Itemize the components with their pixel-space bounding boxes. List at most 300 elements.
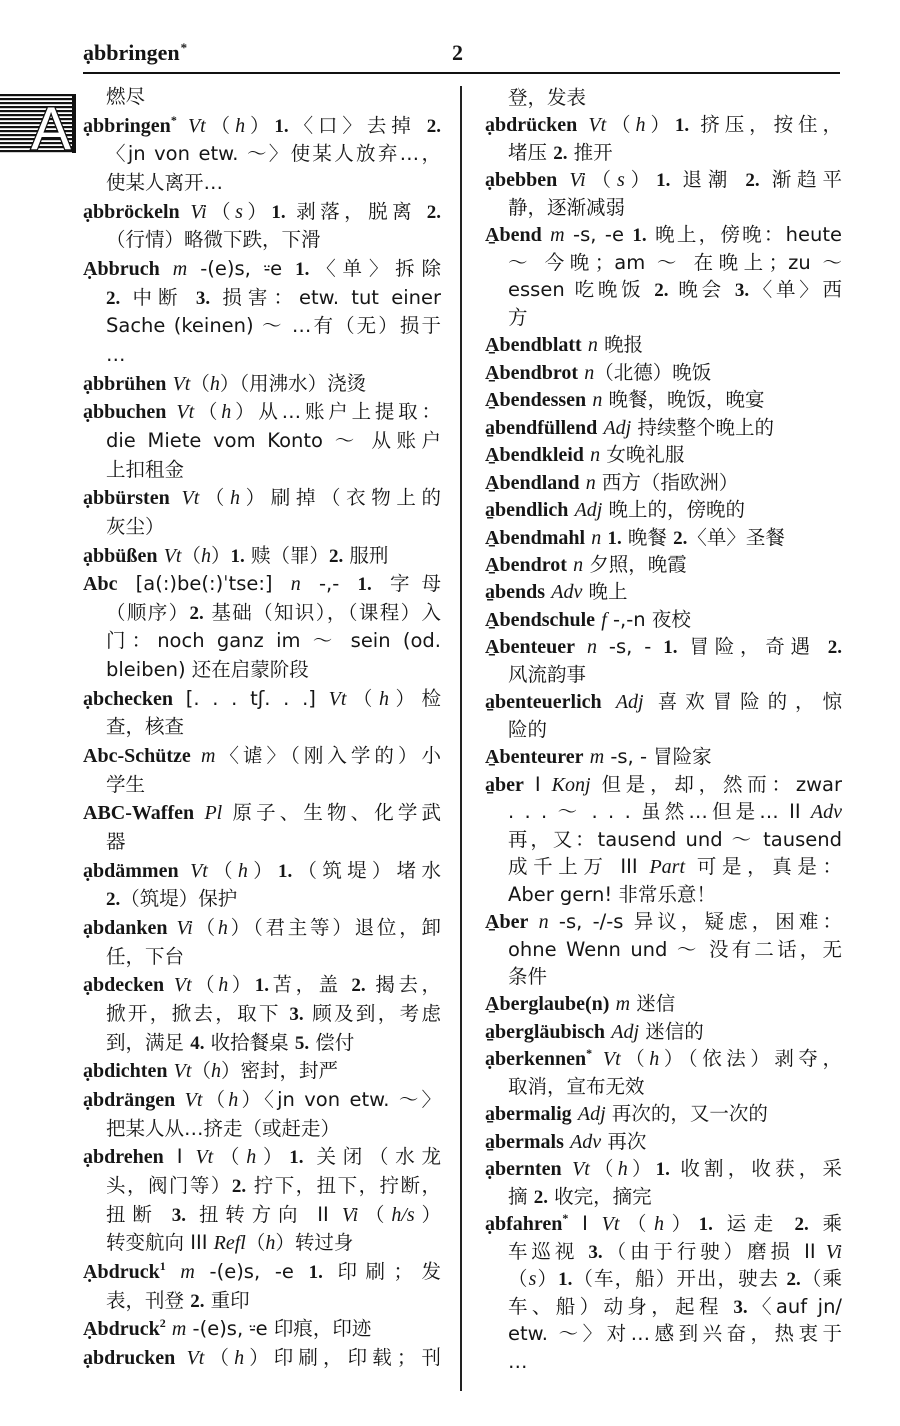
definition-text: （: [620, 1047, 650, 1071]
headword: ạbfahren: [485, 1213, 563, 1236]
headword: Ạbdruck: [83, 1260, 160, 1283]
definition-text: 夕照，晚霞: [583, 552, 687, 576]
definition-text: [166, 400, 176, 423]
grammar-label: Vi: [190, 200, 207, 223]
headword: A̱bendrot: [485, 553, 567, 576]
grammar-label: h/s: [391, 1203, 415, 1226]
grammar-label: h: [246, 1146, 257, 1169]
sense-number: 1.: [357, 574, 372, 596]
headword: ạbdrehen: [83, 1146, 164, 1169]
running-headword-text: ạbbringen: [83, 40, 180, 65]
dictionary-line: [83, 1000, 441, 1029]
definition-text: 转变航向 III: [106, 1231, 214, 1255]
definition-text: 〈谑〉（刚入学的）小: [215, 744, 441, 768]
definition-text: etw. ～〉对…感到兴奋，热衷于: [508, 1322, 842, 1346]
definition-text: [177, 114, 188, 137]
sense-number: 3.: [733, 1296, 748, 1318]
definition-text: 剥落，脱离: [285, 199, 427, 223]
headword: ABC-Waffen: [83, 802, 195, 825]
definition-text: ）: [211, 543, 231, 567]
grammar-label: Vt: [588, 114, 607, 137]
dictionary-line: [485, 1210, 842, 1237]
headword: ạbdrucken: [83, 1346, 176, 1369]
dictionary-line: [485, 414, 842, 441]
definition-text: （: [206, 199, 236, 223]
dictionary-line: [485, 771, 842, 798]
definition-text: 〈口〉去掉: [288, 113, 427, 137]
definition-text: （筑堤）保护: [120, 887, 238, 911]
grammar-label: Adj: [577, 1103, 606, 1126]
sense-number: 1.: [607, 527, 622, 549]
definition-text: [. . . tʃ. . .]: [173, 686, 329, 710]
definition-text: ）检: [388, 686, 441, 710]
grammar-label: m: [615, 993, 631, 1016]
column-divider: [460, 86, 462, 1391]
sense-number: 1.: [254, 975, 270, 997]
definition-text: （: [589, 1157, 618, 1181]
definition-text: [175, 1088, 184, 1111]
grammar-label: n: [592, 389, 603, 412]
grammar-label: h: [237, 859, 248, 882]
dictionary-line: [485, 688, 842, 715]
grammar-label: Adv: [810, 801, 842, 824]
grammar-label: h: [201, 544, 211, 567]
definition-text: 〈单〉拆除: [309, 256, 441, 280]
definition-text: （: [191, 973, 219, 997]
dictionary-line: [485, 963, 842, 990]
sense-number: 2.: [190, 1290, 205, 1312]
headword: A̱berglaube(n): [485, 993, 610, 1016]
dictionary-line: [485, 221, 842, 248]
definition-text: 收拾餐桌: [204, 1030, 295, 1054]
dictionary-line: [83, 570, 441, 599]
definition-text: 扭转方向 II: [185, 1202, 342, 1226]
definition-text: （: [207, 858, 238, 882]
definition-text: 晚会: [668, 278, 735, 302]
definition-text: -s, - 冒险家: [604, 745, 712, 769]
definition-text: 损害：etw. tut einer: [210, 285, 441, 309]
headword: A̱bendland: [485, 471, 580, 494]
dictionary-line: [485, 578, 842, 605]
dictionary-line: [485, 359, 842, 386]
definition-text: 晚报: [597, 333, 644, 357]
sense-number: 1.: [655, 1159, 670, 1181]
dictionary-line: [83, 1029, 441, 1058]
definition-text: ）: [627, 1157, 656, 1181]
definition-text: （筑堤）堵水: [292, 858, 441, 882]
definition-text: （: [213, 1145, 247, 1169]
dictionary-line: [83, 169, 441, 198]
definition-text: 字母: [371, 572, 441, 596]
definition-text: 登，发表: [508, 86, 587, 109]
definition-text: 堵压: [508, 140, 554, 164]
dictionary-line: [83, 226, 441, 255]
definition-text: [168, 916, 177, 939]
sense-number: 2.: [794, 1214, 809, 1236]
grammar-label: Vt: [173, 974, 192, 997]
dictionary-line: [83, 1229, 441, 1258]
dictionary-line: [485, 798, 842, 825]
thumb-index-letter: A: [30, 95, 72, 156]
definition-text: （车，船）开出，驶去: [572, 1267, 787, 1291]
dictionary-line: [485, 1320, 842, 1347]
definition-text: 迷信的: [639, 1019, 704, 1043]
grammar-label: Vt: [195, 1146, 214, 1169]
definition-text: （: [508, 1267, 529, 1291]
definition-text: 上扣租金: [106, 457, 185, 481]
grammar-label: Vt: [601, 1213, 620, 1236]
sense-number: 2.: [654, 280, 669, 302]
grammar-label: Vt: [572, 1158, 590, 1181]
dictionary-line: [83, 284, 441, 313]
definition-text: 关闭（水龙: [303, 1145, 441, 1169]
headword: ạbchecken: [83, 687, 173, 710]
definition-text: （: [619, 1212, 655, 1236]
definition-text: 头，阀门等）: [106, 1173, 232, 1197]
grammar-label: m: [172, 257, 188, 280]
definition-text: 门：noch ganz im ～ sein (od.: [106, 629, 441, 653]
definition-text: ）密封，封严: [220, 1059, 338, 1083]
sense-number: 1.: [274, 115, 289, 137]
definition-text: 持续整个晚上的: [631, 415, 774, 439]
definition-text: [528, 910, 538, 933]
dictionary-line: [485, 853, 842, 880]
definition-text: 赎（罪）: [244, 543, 329, 567]
superscript-mark: *: [562, 1211, 569, 1226]
definition-text: 顾及到，考虑: [303, 1002, 441, 1025]
headword: ạbdanken: [83, 917, 168, 940]
grammar-label: m: [550, 224, 565, 247]
definition-text: （: [346, 686, 379, 710]
definition-text: die Miete vom Konto ～ 从账户: [106, 428, 441, 452]
dictionary-line: [485, 1100, 842, 1127]
dictionary-line: [485, 249, 842, 276]
sense-number: 1.: [656, 170, 671, 192]
grammar-label: n: [584, 361, 595, 384]
grammar-label: Konj: [551, 773, 591, 796]
definition-text: 收割，收获，采: [669, 1157, 842, 1181]
definition-text: （顺序）: [106, 600, 190, 624]
definition-text: -(e)s, -e: [194, 1259, 309, 1283]
grammar-label: h: [265, 1232, 276, 1255]
definition-text: ）: [242, 199, 272, 223]
definition-text: [191, 744, 201, 767]
definition-text: 服刑: [343, 543, 389, 567]
sense-number: 3.: [195, 287, 211, 309]
sense-number: 2.: [328, 545, 344, 567]
definition-text: 晚上: [582, 580, 628, 604]
dictionary-line: [485, 743, 842, 770]
headword: Abc-Schütze: [83, 745, 191, 768]
dictionary-line: [485, 441, 842, 468]
definition-text: -(e)s, ⸚e: [187, 256, 296, 280]
headword: ạbernten: [485, 1158, 562, 1181]
dictionary-line: [83, 1115, 441, 1144]
definition-text: 晚上，傍晚：heute: [646, 223, 842, 247]
definition-text: 西方（指欧洲）: [595, 470, 739, 494]
definition-text: [175, 1346, 186, 1369]
definition-text: ）: [245, 113, 275, 137]
definition-text: （: [191, 1059, 211, 1083]
definition-text: 再次: [601, 1129, 647, 1153]
definition-text: [180, 200, 191, 223]
dictionary-line: [83, 914, 441, 943]
dictionary-line: [83, 341, 441, 370]
sense-number: 2.: [426, 201, 441, 223]
definition-text: ）从…账户上提取：: [231, 400, 441, 424]
sense-number: 1.: [271, 201, 286, 223]
dictionary-line: [485, 1155, 842, 1182]
dictionary-line: [485, 166, 842, 193]
dictionary-line: [485, 1238, 842, 1265]
definition-text: 但是，却，然而：zwar: [590, 772, 842, 796]
definition-text: . . . ～ . . . 虽然…但是… II: [508, 800, 811, 824]
superscript-mark: *: [586, 1046, 593, 1061]
thumb-index-tab: [0, 94, 76, 156]
headword: A̱bendschule: [485, 608, 596, 631]
definition-text: ）: [247, 858, 278, 882]
dictionary-line: [83, 885, 441, 914]
definition-text: I: [568, 1212, 602, 1236]
definition-text: 条件: [508, 965, 548, 988]
grammar-label: Vt: [172, 372, 191, 395]
grammar-label: h: [218, 974, 229, 997]
grammar-label: h: [617, 1158, 628, 1181]
dictionary-line: [485, 1293, 842, 1320]
dictionary-line: [485, 990, 842, 1017]
headword: Ạbbruch: [83, 257, 160, 280]
grammar-label: Part: [649, 856, 686, 879]
definition-text: 学生: [106, 772, 146, 796]
sense-number: 1.: [308, 1261, 323, 1283]
headword: ạbbrühen: [83, 372, 167, 395]
headword: ạbdichten: [83, 1060, 168, 1083]
definition-text: -(e)s, ⸚e 印痕，印迹: [186, 1317, 372, 1341]
definition-text: 运走: [712, 1212, 795, 1236]
superscript-mark: 2: [159, 1316, 166, 1331]
definition-text: （: [585, 168, 617, 192]
definition-text: 喜欢冒险的，惊: [643, 690, 842, 714]
definition-text: （: [245, 1231, 266, 1255]
dictionary-line: [83, 1172, 441, 1201]
definition-text: ）印刷，印载；刊: [244, 1345, 441, 1369]
definition-text: 取消，宣布无效: [508, 1074, 645, 1098]
dictionary-line: [83, 1143, 441, 1172]
sense-number: 2.: [106, 287, 121, 309]
dictionary-line: [485, 139, 842, 166]
grammar-label: Vt: [184, 1088, 203, 1111]
definition-text: （: [181, 543, 201, 567]
definition-text: Aber gern! 非常乐意！: [508, 882, 716, 906]
definition-text: 〈auf jn/: [747, 1294, 842, 1318]
headword: A̱benteurer: [485, 746, 584, 769]
grammar-label: Vt: [176, 401, 195, 424]
definition-text: 成千上万 III: [508, 855, 650, 879]
definition-text: 表，刊登: [106, 1288, 191, 1312]
definition-text: 险的: [508, 717, 548, 741]
dictionary-line: [83, 1086, 441, 1115]
definition-text: ～ 今晚；am ～ 在晚上；zu ～: [508, 250, 842, 274]
sense-number: 1.: [663, 637, 678, 659]
sense-number: 2.: [786, 1269, 801, 1291]
sense-number: 2.: [553, 142, 568, 164]
left-column: [83, 83, 441, 1373]
definition-text: [602, 690, 616, 713]
dictionary-line: [83, 427, 441, 456]
dictionary-line: [485, 1183, 842, 1210]
definition-text: [542, 223, 550, 246]
dictionary-line: [83, 456, 441, 485]
dictionary-line: [485, 496, 842, 523]
definition-text: 使某人离开…: [106, 170, 224, 194]
definition-text: 〈单〉圣餐: [687, 525, 785, 549]
sense-number: 2.: [533, 1186, 548, 1208]
headword: ạbbüßen: [83, 544, 158, 567]
definition-text: （: [192, 916, 218, 940]
sense-number: 1.: [558, 1269, 573, 1291]
dictionary-line: [83, 713, 441, 742]
headword: a̱bermals: [485, 1130, 564, 1153]
definition-text: 任，下台: [106, 944, 185, 968]
sense-number: 3.: [289, 1004, 304, 1025]
dictionary-line: [83, 656, 441, 685]
dictionary-line: [83, 1315, 441, 1344]
definition-text: [a(:)be(:)ˈtse:]: [117, 572, 291, 596]
headword: A̱bendkleid: [485, 444, 584, 467]
header-rule: [83, 72, 840, 74]
dictionary-line: [485, 908, 842, 935]
dictionary-line: [83, 627, 441, 656]
sense-number: 2.: [351, 975, 366, 997]
definition-text: -s, -e: [564, 223, 633, 247]
right-column: [485, 84, 842, 1375]
headword: A̱bendbrot: [485, 361, 578, 384]
grammar-label: Vt: [602, 1048, 621, 1071]
grammar-label: h: [378, 687, 389, 710]
grammar-label: Adv: [570, 1130, 602, 1153]
headword: ạbbürsten: [83, 487, 170, 510]
definition-text: 印刷；发: [322, 1259, 441, 1283]
definition-text: 方: [508, 305, 528, 329]
dictionary-line: [485, 84, 842, 111]
definition-text: 推开: [567, 140, 613, 164]
definition-text: 渐趋平: [759, 168, 842, 192]
dictionary-line: [485, 826, 842, 853]
dictionary-line: [485, 1018, 842, 1045]
sense-number: 1.: [295, 258, 310, 280]
grammar-label: Adj: [615, 691, 644, 714]
dictionary-line: [485, 469, 842, 496]
grammar-label: m: [589, 746, 605, 769]
grammar-label: s: [616, 169, 625, 192]
grammar-label: n: [290, 573, 301, 596]
definition-text: ）: [536, 1267, 559, 1291]
grammar-label: n: [586, 636, 597, 659]
grammar-label: h: [635, 114, 646, 137]
definition-text: 重印: [204, 1288, 250, 1312]
grammar-label: h: [654, 1213, 665, 1236]
definition-text: 可是，真是：: [685, 855, 842, 879]
definition-text: [562, 1157, 572, 1180]
grammar-label: Adj: [603, 416, 632, 439]
definition-text: 掀开，掀去，取下: [106, 1002, 290, 1025]
grammar-label: Vt: [186, 1346, 205, 1369]
definition-text: ）: [664, 1212, 699, 1236]
definition-text: …: [106, 342, 126, 366]
definition-text: （乘: [800, 1267, 842, 1291]
sense-number: 3.: [171, 1204, 186, 1226]
grammar-label: f: [601, 608, 607, 631]
grammar-label: Adj: [574, 499, 603, 522]
headword: Abc: [83, 573, 118, 596]
definition-text: ）刷掉（衣物上的: [240, 486, 441, 510]
superscript-mark: 1: [159, 1258, 166, 1273]
headword: ạbdrücken: [485, 114, 578, 137]
grammar-label: Vi: [176, 917, 193, 940]
definition-text: -s, -: [596, 635, 664, 659]
dictionary-line: [83, 799, 441, 828]
definition-text: [194, 801, 204, 824]
dictionary-line: [83, 198, 441, 227]
grammar-label: h: [209, 372, 220, 395]
dictionary-line: [83, 857, 441, 886]
grammar-label: n: [573, 553, 584, 576]
definition-text: 中断: [120, 285, 196, 309]
grammar-label: h: [649, 1048, 660, 1071]
irregular-verb-mark: *: [180, 40, 188, 55]
grammar-label: n: [587, 334, 598, 357]
definition-text: 到，满足: [106, 1030, 191, 1054]
grammar-label: n: [585, 471, 596, 494]
dictionary-line: [485, 304, 842, 331]
definition-text: [170, 486, 182, 509]
dictionary-line: [485, 1265, 842, 1292]
grammar-label: n: [538, 911, 549, 934]
definition-text: （: [205, 113, 236, 137]
definition-text: 〈jn von etw. ～〉使某人放弃…，: [106, 142, 441, 166]
definition-text: -,-n 夜校: [606, 607, 691, 631]
dictionary-line: [485, 716, 842, 743]
headword: a̱benteuerlich: [485, 691, 602, 714]
definition-text: 再次的，又一次的: [605, 1102, 768, 1126]
grammar-label: Vt: [187, 114, 206, 137]
dictionary-line: [83, 140, 441, 169]
definition-text: 燃尽: [106, 85, 146, 108]
headword: A̱bendessen: [485, 389, 587, 412]
definition-text: [592, 1047, 603, 1070]
definition-text: 偿付: [309, 1030, 355, 1054]
definition-text: -s, -/-s 异议，疑虑，困难：: [548, 910, 842, 934]
dictionary-line: [83, 943, 441, 972]
definition-text: 把某人从…挤走（或赶走）: [106, 1116, 341, 1140]
grammar-label: Vt: [173, 1060, 192, 1083]
dictionary-line: [485, 276, 842, 303]
sense-number: 1.: [278, 860, 293, 882]
dictionary-line: [485, 936, 842, 963]
definition-text: 扭断: [106, 1202, 172, 1226]
definition-text: ）（用沸水）浇烫: [219, 371, 367, 395]
running-headword: [83, 40, 187, 66]
definition-text: 查，核查: [106, 715, 185, 739]
headword: ạbdecken: [83, 974, 165, 997]
definition-text: 再，又：tausend und ～ tausend: [508, 827, 842, 851]
headword: a̱bermalig: [485, 1103, 572, 1126]
definition-text: 风流韵事: [508, 662, 587, 686]
definition-text: 晚上的，傍晚的: [602, 498, 746, 522]
definition-text: 基础（知识），（课程）入: [203, 600, 441, 624]
headword: ạbbröckeln: [83, 200, 180, 223]
dictionary-line: [83, 484, 441, 513]
